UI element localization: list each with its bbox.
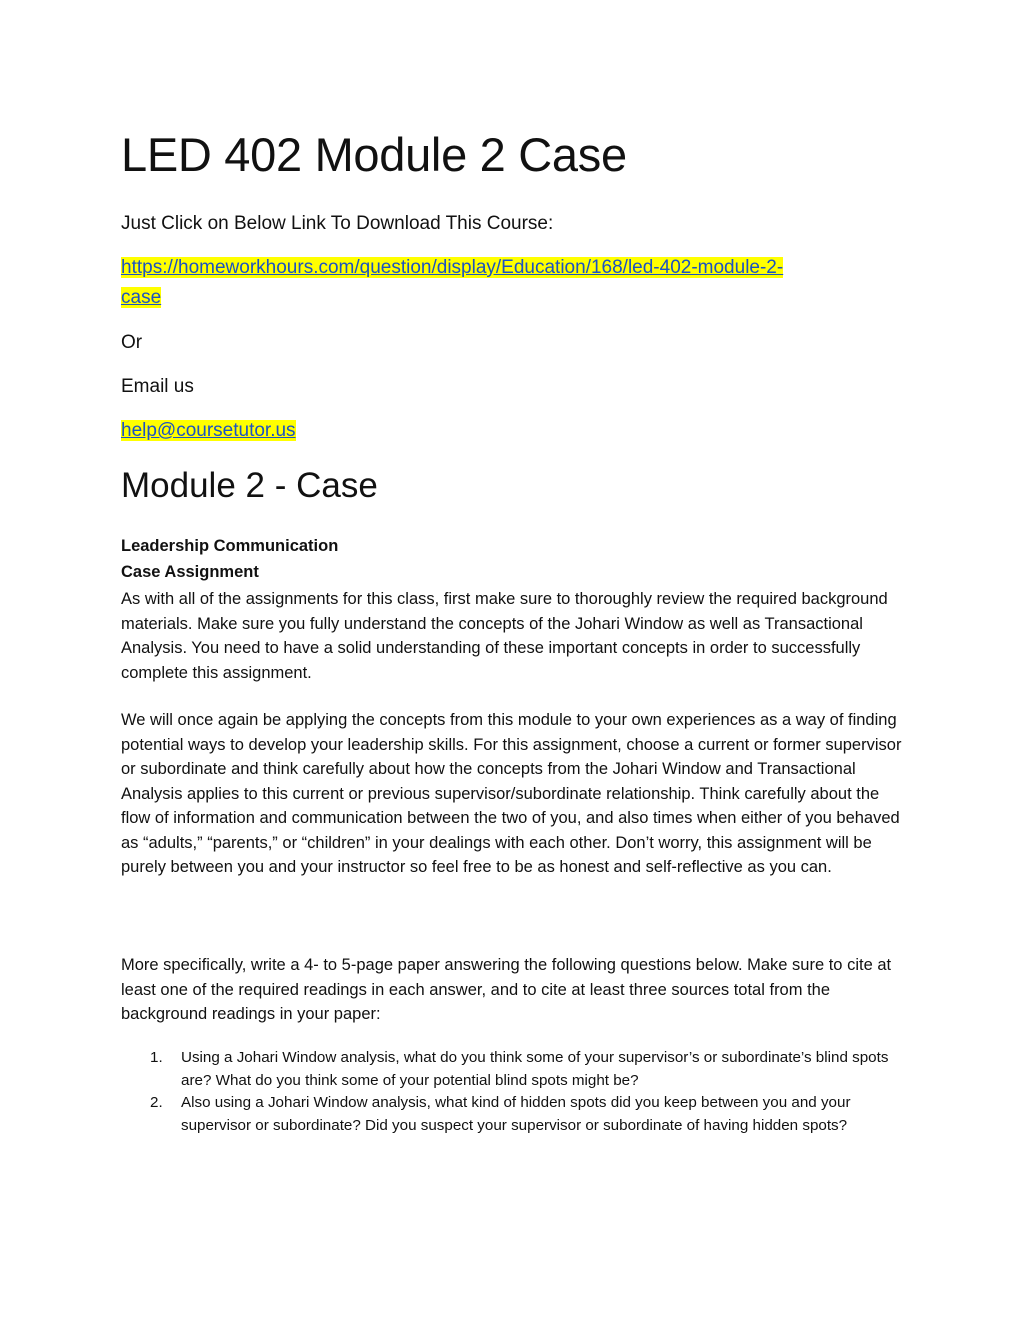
questions-list — [121, 1047, 911, 1137]
list-item-text: Also using a Johari Window analysis, what kind of hidden spots did you keep between you and your supervisor or subordinate? Did you suspect your supervisor or subordinate of having hidden spots? — [181, 1094, 851, 1134]
email-us-label: Email us — [121, 376, 194, 397]
subheading-case-assignment: Case Assignment — [121, 563, 259, 581]
download-link-line2[interactable]: case — [121, 287, 162, 308]
page-title: LED 402 Module 2 Case — [121, 128, 627, 181]
download-intro: Just Click on Below Link To Download This Course: — [121, 213, 554, 234]
list-item-text: Using a Johari Window analysis, what do you think some of your supervisor’s or subordinate’s blind spots are? What do you think some of your potential blind spots might be? — [181, 1049, 889, 1089]
download-link-block — [121, 253, 911, 313]
or-text: Or — [121, 332, 143, 353]
list-item — [121, 1092, 911, 1137]
list-item-number: 1. — [150, 1049, 163, 1066]
list-item-number: 2. — [150, 1094, 163, 1111]
paragraph-1: As with all of the assignments for this class, first make sure to thoroughly review the required background materials. Make sure you fully understand the concepts of the Johari Window as well as Transactional Analysis. You need to have a solid understanding of these important concepts in order to successfully complete this assignment. — [121, 590, 888, 682]
section-heading: Module 2 - Case — [121, 466, 378, 505]
paragraph-3: More specifically, write a 4- to 5-page paper answering the following questions below. Make sure to cite at least one of the required readings in each answer, and to cite at least three sources total from the background readings in your paper: — [121, 956, 892, 1023]
subheading-leadership: Leadership Communication — [121, 537, 339, 555]
email-link[interactable]: help@coursetutor.us — [121, 420, 296, 441]
download-link-line1[interactable]: https://homeworkhours.com/question/display/Education/168/led-402-module-2- — [121, 257, 784, 278]
email-link-line — [121, 416, 296, 446]
paragraph-2: We will once again be applying the concepts from this module to your own experiences as a way of finding potential ways to develop your leadership skills. For this assignment, choose a current or former supervisor or subordinate and think carefully about how the concepts from the Johari Window and Transactional Analysis applies to this current or previous supervisor/subordinate relationship. Think carefully about the flow of information and communication between the two of you, and also times when either of you behaved as “adults,” “parents,” or “children” in your dealings with each other. Don’t worry, this assignment will be purely between you and your instructor so feel free to be as honest and self-reflective as you can. — [121, 711, 902, 876]
list-item — [121, 1047, 911, 1092]
